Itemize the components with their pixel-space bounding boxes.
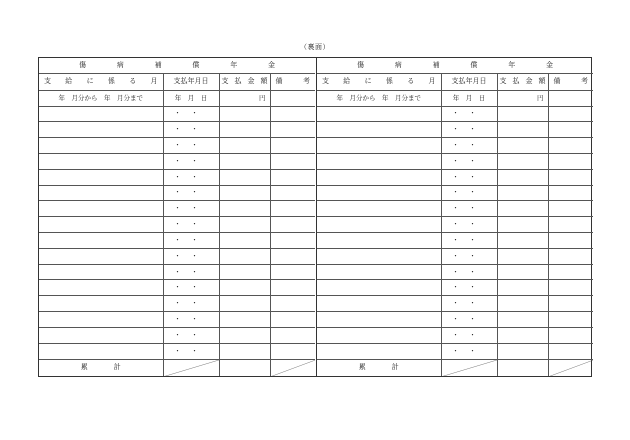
amount-cell[interactable]: [497, 169, 548, 185]
pay-date-cell[interactable]: ・・: [163, 153, 219, 169]
amount-cell[interactable]: [497, 264, 548, 280]
pay-date-cell[interactable]: ・・: [163, 280, 219, 296]
benefit-table: [39, 58, 315, 376]
pay-date-cell[interactable]: ・・: [441, 201, 497, 217]
entry-row: [39, 106, 315, 122]
amount-cell[interactable]: [219, 233, 270, 249]
period-unit: 年 月分から 年 月分まで: [317, 90, 441, 106]
form-section-left: [39, 58, 315, 376]
total-label: [39, 359, 163, 376]
amount-cell[interactable]: [497, 153, 548, 169]
amount-cell[interactable]: [219, 343, 270, 359]
period-cell[interactable]: [317, 233, 441, 249]
period-header-text: 支 給 に 係 る 月: [44, 77, 158, 85]
amount-cell[interactable]: [497, 233, 548, 249]
pay-date-cell[interactable]: ・・: [163, 122, 219, 138]
entry-row: [317, 169, 593, 185]
amount-cell[interactable]: [497, 312, 548, 328]
remarks-cell[interactable]: [548, 185, 593, 201]
amount-cell[interactable]: [219, 106, 270, 122]
pay-date-cell[interactable]: ・・: [441, 248, 497, 264]
amount-header-text: 支 払 金 額: [499, 77, 546, 85]
amount-cell[interactable]: [219, 153, 270, 169]
total-label-text: 累 計: [80, 363, 121, 372]
period-cell[interactable]: [39, 327, 163, 343]
entry-row: [39, 312, 315, 328]
pay-date-cell[interactable]: ・・: [441, 138, 497, 154]
remarks-cell[interactable]: [548, 343, 593, 359]
header-row: [39, 73, 315, 90]
total-label: [317, 359, 441, 376]
form-section-right: [316, 58, 593, 376]
amount-unit: 円: [219, 90, 270, 106]
entry-row: [39, 233, 315, 249]
entry-row: [317, 233, 593, 249]
entry-row: [317, 106, 593, 122]
pay-date-cell[interactable]: ・・: [163, 106, 219, 122]
pay-date-cell[interactable]: ・・: [163, 327, 219, 343]
period-cell[interactable]: [39, 233, 163, 249]
entry-row: [39, 153, 315, 169]
period-cell[interactable]: [317, 264, 441, 280]
remarks-cell[interactable]: [270, 122, 315, 138]
entry-row: [317, 201, 593, 217]
period-unit: 年 月分から 年 月分まで: [39, 90, 163, 106]
pension-title: [317, 58, 593, 73]
entry-row: [39, 343, 315, 359]
pay-date-cell[interactable]: ・・: [441, 296, 497, 312]
pay-date-total-slash: [163, 359, 219, 376]
amount-header: [219, 73, 270, 90]
remarks-cell[interactable]: [270, 153, 315, 169]
entry-row: [317, 217, 593, 233]
pay-date-cell[interactable]: ・・: [163, 264, 219, 280]
amount-cell[interactable]: [497, 106, 548, 122]
amount-header-text: 支 払 金 額: [221, 77, 268, 85]
amount-cell[interactable]: [497, 217, 548, 233]
remarks-cell[interactable]: [548, 280, 593, 296]
entry-row: [317, 343, 593, 359]
entry-row: [39, 296, 315, 312]
remarks-cell[interactable]: [548, 153, 593, 169]
remarks-cell[interactable]: [270, 296, 315, 312]
amount-cell[interactable]: [219, 248, 270, 264]
period-cell[interactable]: [39, 122, 163, 138]
pay-date-cell[interactable]: ・・: [441, 185, 497, 201]
period-cell[interactable]: [317, 312, 441, 328]
title-row: [317, 58, 593, 73]
amount-cell[interactable]: [219, 185, 270, 201]
entry-row: [317, 122, 593, 138]
pension-title: [39, 58, 315, 73]
entry-row: [317, 296, 593, 312]
page-caption: （裏面）: [300, 43, 330, 51]
remarks-cell[interactable]: [270, 106, 315, 122]
amount-cell[interactable]: [497, 138, 548, 154]
period-cell[interactable]: [317, 153, 441, 169]
entry-row: [39, 217, 315, 233]
remarks-cell[interactable]: [270, 185, 315, 201]
entry-row: [39, 169, 315, 185]
pay-date-header: 支払年月日: [441, 73, 497, 90]
remarks-total-slash: [270, 359, 315, 376]
remarks-header: [548, 73, 593, 90]
pay-date-cell[interactable]: ・・: [441, 169, 497, 185]
amount-cell[interactable]: [497, 248, 548, 264]
remarks-cell[interactable]: [270, 343, 315, 359]
period-header: [317, 73, 441, 90]
remarks-cell[interactable]: [548, 169, 593, 185]
period-cell[interactable]: [317, 296, 441, 312]
entry-row: [39, 122, 315, 138]
amount-cell[interactable]: [219, 264, 270, 280]
remarks-cell[interactable]: [548, 248, 593, 264]
pay-date-cell[interactable]: ・・: [163, 217, 219, 233]
period-cell[interactable]: [317, 327, 441, 343]
pay-date-header: 支払年月日: [163, 73, 219, 90]
pay-date-cell[interactable]: ・・: [441, 233, 497, 249]
entry-row: [39, 280, 315, 296]
entry-row: [317, 248, 593, 264]
remarks-cell[interactable]: [270, 233, 315, 249]
period-cell[interactable]: [39, 106, 163, 122]
amount-cell[interactable]: [219, 138, 270, 154]
amount-cell[interactable]: [219, 327, 270, 343]
period-cell[interactable]: [39, 185, 163, 201]
period-cell[interactable]: [317, 122, 441, 138]
pay-date-cell[interactable]: ・・: [163, 201, 219, 217]
pay-date-cell[interactable]: ・・: [441, 153, 497, 169]
period-cell[interactable]: [317, 343, 441, 359]
entry-row: [317, 153, 593, 169]
period-cell[interactable]: [317, 138, 441, 154]
pay-date-cell[interactable]: ・・: [441, 106, 497, 122]
remarks-cell[interactable]: [270, 138, 315, 154]
amount-cell[interactable]: [219, 169, 270, 185]
period-cell[interactable]: [317, 248, 441, 264]
entry-row: [317, 138, 593, 154]
title-row: [39, 58, 315, 73]
benefit-table: [317, 58, 593, 376]
header-row: [317, 73, 593, 90]
entry-row: [39, 248, 315, 264]
remarks-total-slash: [548, 359, 593, 376]
total-row: [39, 359, 315, 376]
remarks-cell[interactable]: [548, 312, 593, 328]
period-header-text: 支 給 に 係 る 月: [322, 77, 436, 85]
unit-row: [317, 90, 593, 106]
entry-row: [39, 327, 315, 343]
pay-date-cell[interactable]: ・・: [441, 122, 497, 138]
entry-row: [317, 312, 593, 328]
amount-cell[interactable]: [497, 296, 548, 312]
amount-cell[interactable]: [219, 217, 270, 233]
remarks-cell[interactable]: [548, 233, 593, 249]
total-label-text: 累 計: [358, 363, 399, 372]
period-cell[interactable]: [317, 280, 441, 296]
remarks-cell[interactable]: [548, 201, 593, 217]
remarks-header-text: 備 考: [275, 77, 310, 85]
benefit-record-form: [38, 57, 592, 377]
entry-row: [317, 264, 593, 280]
pay-date-cell[interactable]: ・・: [163, 233, 219, 249]
remarks-cell[interactable]: [548, 264, 593, 280]
remarks-cell[interactable]: [548, 296, 593, 312]
remarks-cell[interactable]: [270, 312, 315, 328]
remarks-cell[interactable]: [270, 264, 315, 280]
remarks-cell[interactable]: [548, 106, 593, 122]
pay-date-unit: 年 月 日: [163, 90, 219, 106]
remarks-unit: [548, 90, 593, 106]
period-cell[interactable]: [317, 185, 441, 201]
pay-date-cell[interactable]: ・・: [163, 169, 219, 185]
period-cell[interactable]: [39, 264, 163, 280]
amount-cell[interactable]: [497, 280, 548, 296]
entry-row: [39, 138, 315, 154]
remarks-cell[interactable]: [270, 169, 315, 185]
period-cell[interactable]: [39, 201, 163, 217]
pay-date-cell[interactable]: ・・: [441, 312, 497, 328]
amount-cell[interactable]: [219, 201, 270, 217]
pension-title-text: 傷 病 補 償 年 金: [357, 60, 553, 69]
remarks-header: [270, 73, 315, 90]
remarks-unit: [270, 90, 315, 106]
period-cell[interactable]: [39, 280, 163, 296]
period-cell[interactable]: [39, 217, 163, 233]
period-cell[interactable]: [317, 106, 441, 122]
entry-row: [39, 264, 315, 280]
remarks-cell[interactable]: [270, 248, 315, 264]
amount-cell[interactable]: [219, 122, 270, 138]
period-header: [39, 73, 163, 90]
pay-date-cell[interactable]: ・・: [441, 327, 497, 343]
period-cell[interactable]: [39, 169, 163, 185]
remarks-cell[interactable]: [548, 217, 593, 233]
remarks-cell[interactable]: [270, 217, 315, 233]
unit-row: [39, 90, 315, 106]
amount-unit: 円: [497, 90, 548, 106]
pay-date-cell[interactable]: ・・: [441, 217, 497, 233]
remarks-cell[interactable]: [270, 327, 315, 343]
amount-header: [497, 73, 548, 90]
amount-total-cell[interactable]: [219, 359, 270, 376]
amount-cell[interactable]: [497, 201, 548, 217]
period-cell[interactable]: [39, 248, 163, 264]
period-cell[interactable]: [39, 343, 163, 359]
period-cell[interactable]: [39, 138, 163, 154]
period-cell[interactable]: [39, 153, 163, 169]
remarks-cell[interactable]: [548, 138, 593, 154]
period-cell[interactable]: [317, 217, 441, 233]
period-cell[interactable]: [317, 201, 441, 217]
pay-date-cell[interactable]: ・・: [441, 280, 497, 296]
pension-title-text: 傷 病 補 償 年 金: [79, 60, 275, 69]
pay-date-cell[interactable]: ・・: [441, 343, 497, 359]
amount-cell[interactable]: [497, 343, 548, 359]
pay-date-cell[interactable]: ・・: [163, 185, 219, 201]
pay-date-cell[interactable]: ・・: [163, 312, 219, 328]
pay-date-cell[interactable]: ・・: [163, 138, 219, 154]
entry-row: [39, 185, 315, 201]
remarks-cell[interactable]: [548, 327, 593, 343]
remarks-cell[interactable]: [270, 201, 315, 217]
period-cell[interactable]: [317, 169, 441, 185]
pay-date-total-slash: [441, 359, 497, 376]
total-row: [317, 359, 593, 376]
entry-row: [317, 327, 593, 343]
amount-cell[interactable]: [497, 122, 548, 138]
remarks-cell[interactable]: [548, 122, 593, 138]
amount-cell[interactable]: [497, 185, 548, 201]
pay-date-unit: 年 月 日: [441, 90, 497, 106]
amount-cell[interactable]: [497, 327, 548, 343]
amount-cell[interactable]: [219, 296, 270, 312]
entry-row: [39, 201, 315, 217]
pay-date-cell[interactable]: ・・: [163, 248, 219, 264]
pay-date-cell[interactable]: ・・: [441, 264, 497, 280]
remarks-cell[interactable]: [270, 280, 315, 296]
amount-cell[interactable]: [219, 312, 270, 328]
amount-cell[interactable]: [219, 280, 270, 296]
remarks-header-text: 備 考: [553, 77, 588, 85]
period-cell[interactable]: [39, 296, 163, 312]
amount-total-cell[interactable]: [497, 359, 548, 376]
entry-row: [317, 280, 593, 296]
pay-date-cell[interactable]: ・・: [163, 296, 219, 312]
pay-date-cell[interactable]: ・・: [163, 343, 219, 359]
entry-row: [317, 185, 593, 201]
period-cell[interactable]: [39, 312, 163, 328]
